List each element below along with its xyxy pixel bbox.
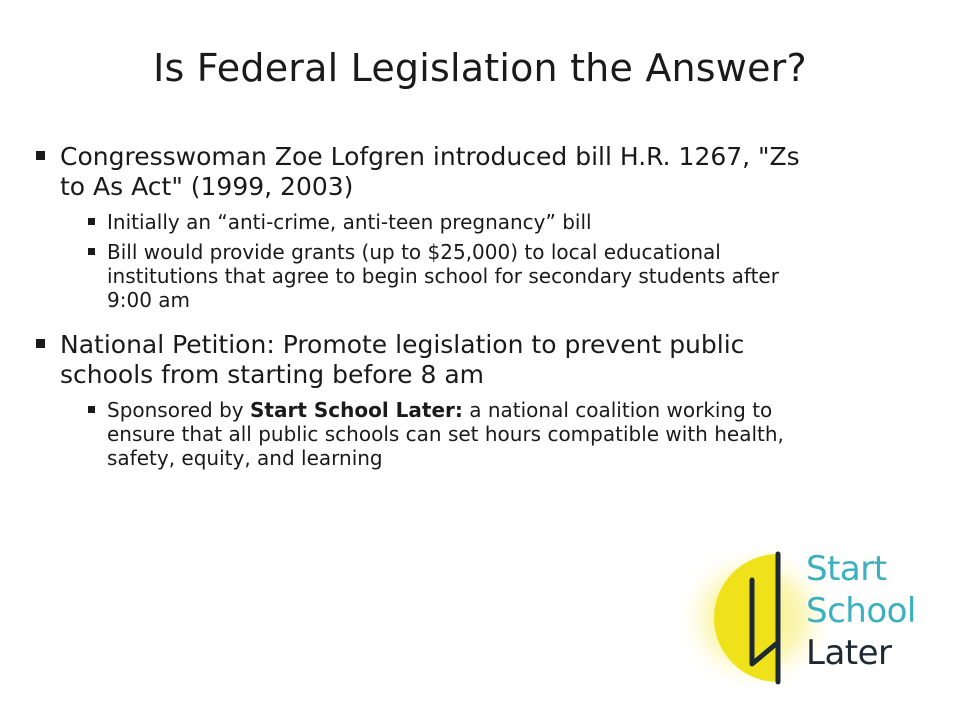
square-bullet-icon [36, 151, 45, 160]
bullet-lofgren-bill [36, 142, 826, 202]
square-bullet-icon [88, 218, 95, 225]
sub-bullet-text: Bill would provide grants (up to $25,000) to local educational institutions that agree to begin school for secondary students after 9:00 am [107, 240, 779, 312]
bullet-national-petition [36, 330, 826, 390]
slide-content [36, 142, 826, 488]
square-bullet-icon [88, 248, 95, 255]
sponsor-name: Start School Later: [250, 398, 463, 422]
square-bullet-icon [36, 339, 45, 348]
slide-title: Is Federal Legislation the Answer? [153, 46, 807, 90]
sub-bullet-list [88, 210, 788, 312]
logo-word-start: Start [806, 549, 887, 589]
sub-bullet-list [88, 398, 788, 470]
sub-bullet-grants [88, 240, 788, 312]
logo-word-school: School [806, 591, 916, 631]
sub-bullet-text: Initially an “anti-crime, anti-teen pregnancy” bill [107, 210, 592, 234]
bullet-text: National Petition: Promote legislation to prevent public schools from starting before 8 am [60, 330, 745, 389]
sub-bullet-suffix: a national coalition working to ensure that all public schools can set hours compatible with health, safety, equity, and learning [107, 398, 784, 470]
bullet-text: Congresswoman Zoe Lofgren introduced bill H.R. 1267, "Zs to As Act" (1999, 2003) [60, 142, 800, 201]
sub-bullet-anti-crime [88, 210, 788, 234]
logo-wordmark [806, 548, 916, 674]
square-bullet-icon [88, 406, 95, 413]
sub-bullet-prefix: Sponsored by [107, 398, 250, 422]
sub-bullet-sponsor [88, 398, 788, 470]
logo-word-later: Later [806, 633, 892, 673]
